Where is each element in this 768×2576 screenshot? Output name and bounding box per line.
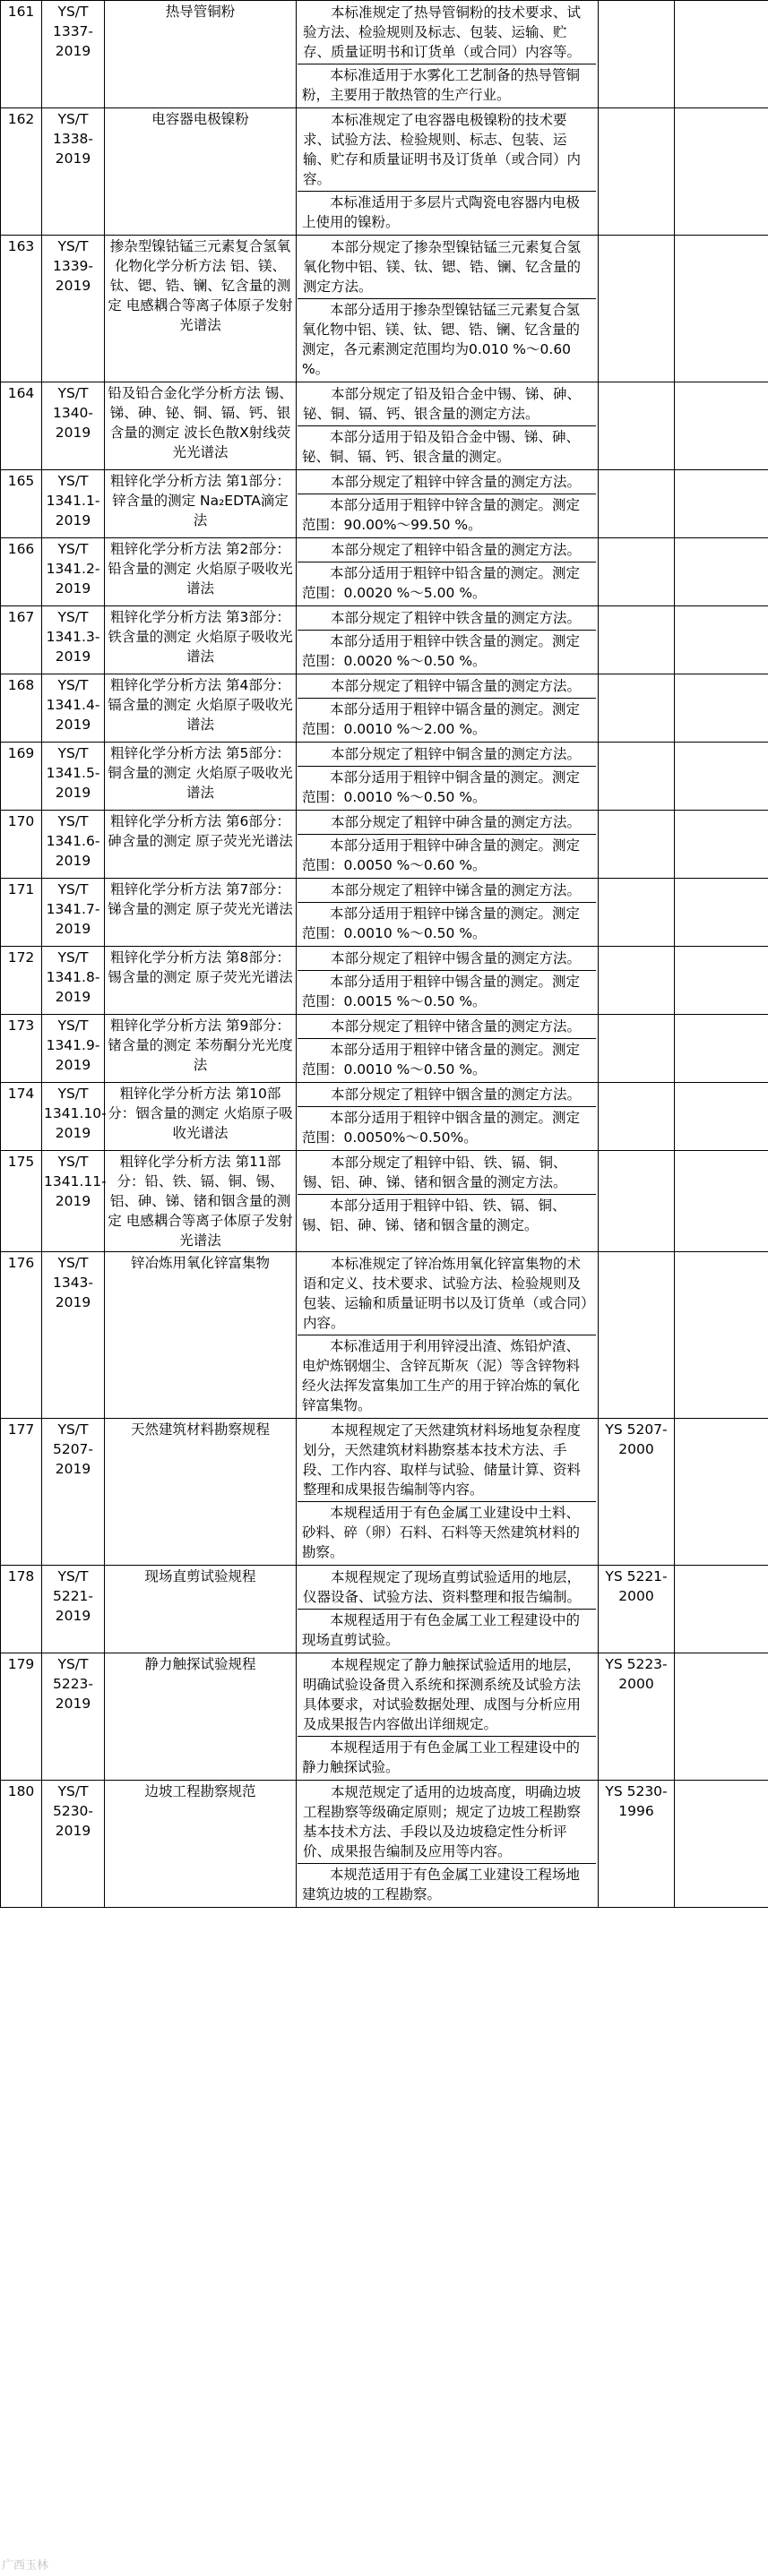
row-number: 178 <box>1 1566 42 1653</box>
standard-code: YS/T 1343-2019 <box>42 1252 105 1419</box>
standard-name: 粗锌化学分析方法 第2部分：铅含量的测定 火焰原子吸收光谱法 <box>105 538 297 606</box>
replaced-standard <box>599 1252 675 1419</box>
replaced-standard <box>599 236 675 382</box>
table-row <box>1 1419 768 1566</box>
table-row <box>1 947 768 1015</box>
remarks-cell <box>675 606 768 674</box>
table-row <box>1 606 768 674</box>
standard-code: YS/T 1341.3-2019 <box>42 606 105 674</box>
standard-name: 粗锌化学分析方法 第5部分：铜含量的测定 火焰原子吸收光谱法 <box>105 743 297 811</box>
applicability-text: 本规范适用于有色金属工业建设工程场地建筑边坡的工程勘察。 <box>298 1863 596 1906</box>
scope-text: 本部分规定了粗锌中锑含量的测定方法。 <box>331 882 582 898</box>
row-number: 172 <box>1 947 42 1015</box>
row-number: 170 <box>1 811 42 879</box>
row-number: 175 <box>1 1151 42 1252</box>
standard-description <box>297 811 599 879</box>
scope-text: 本部分规定了铅及铅合金中锡、锑、砷、铋、铜、镉、钙、银含量的测定方法。 <box>303 386 582 422</box>
table-row <box>1 1 768 108</box>
table-row <box>1 743 768 811</box>
scope-text: 本部分规定了粗锌中镉含量的测定方法。 <box>331 678 582 694</box>
standard-name: 粗锌化学分析方法 第11部分：铅、铁、镉、铜、锡、铝、砷、锑、锗和铟含量的测定 电感耦合等离子体原子发射光谱法 <box>105 1151 297 1252</box>
standard-code: YS/T 5207-2019 <box>42 1419 105 1566</box>
scope-text: 本规范规定了适用的边坡高度，明确边坡工程勘察等级确定原则；规定了边坡工程勘察基本技术方法、手段以及边坡稳定性分析评价、成果报告编制及应用等内容。 <box>303 1784 582 1859</box>
row-number: 177 <box>1 1419 42 1566</box>
standard-code: YS/T 5230-2019 <box>42 1781 105 1908</box>
standard-description <box>297 879 599 947</box>
scope-text: 本部分规定了掺杂型镍钴锰三元素复合氢氧化物中铝、镁、钛、锶、锆、镧、钇含量的测定方法。 <box>303 239 582 295</box>
replaced-standard <box>599 470 675 538</box>
standard-name: 粗锌化学分析方法 第7部分：锑含量的测定 原子荧光光谱法 <box>105 879 297 947</box>
table-row <box>1 1653 768 1781</box>
remarks-cell <box>675 1015 768 1083</box>
replaced-standard: YS 5230-1996 <box>599 1781 675 1908</box>
scope-text: 本部分规定了粗锌中砷含量的测定方法。 <box>331 814 582 830</box>
applicability-text: 本标准适用于水雾化工艺制备的热导管铜粉，主要用于散热管的生产行业。 <box>298 64 596 107</box>
standard-description <box>297 108 599 236</box>
replaced-standard: YS 5221-2000 <box>599 1566 675 1653</box>
standard-description <box>297 1653 599 1781</box>
remarks-cell <box>675 236 768 382</box>
row-number: 165 <box>1 470 42 538</box>
table-row <box>1 1781 768 1908</box>
applicability-text: 本部分适用于粗锌中铅含量的测定。测定范围：0.0020 %～5.00 %。 <box>298 562 596 605</box>
standard-name: 电容器电极镍粉 <box>105 108 297 236</box>
standard-code: YS/T 1341.1-2019 <box>42 470 105 538</box>
row-number: 163 <box>1 236 42 382</box>
scope-text: 本部分规定了粗锌中铁含量的测定方法。 <box>331 610 582 626</box>
scope-text: 本部分规定了粗锌中铅、铁、镉、铜、锡、铝、砷、锑、锗和铟含量的测定方法。 <box>303 1155 567 1190</box>
applicability-text: 本标准适用于多层片式陶瓷电容器内电极上使用的镍粉。 <box>298 191 596 234</box>
standard-description <box>297 1015 599 1083</box>
scope-text: 本规程规定了现场直剪试验适用的地层，仪器设备、试验方法、资料整理和报告编制。 <box>303 1569 582 1605</box>
standard-name: 热导管铜粉 <box>105 1 297 108</box>
standard-description <box>297 674 599 743</box>
standard-description <box>297 1083 599 1151</box>
remarks-cell <box>675 108 768 236</box>
replaced-standard <box>599 811 675 879</box>
standards-table-body <box>1 1 768 1908</box>
row-number: 167 <box>1 606 42 674</box>
row-number: 174 <box>1 1083 42 1151</box>
standard-description <box>297 1252 599 1419</box>
table-row <box>1 674 768 743</box>
standard-name: 粗锌化学分析方法 第3部分：铁含量的测定 火焰原子吸收光谱法 <box>105 606 297 674</box>
scope-text: 本标准规定了电容器电极镍粉的技术要求、试验方法、检验规则、标志、包装、运输、贮存和质量证明书及订货单（或合同）内容。 <box>303 112 582 187</box>
applicability-text: 本标准适用于利用锌浸出渣、炼铅炉渣、电炉炼钢烟尘、含锌瓦斯灰（泥）等含锌物料经火法挥发富集加工生产的用于锌冶炼的氧化锌富集物。 <box>298 1335 596 1417</box>
standard-description <box>297 538 599 606</box>
table-row <box>1 879 768 947</box>
row-number: 161 <box>1 1 42 108</box>
remarks-cell <box>675 382 768 470</box>
remarks-cell <box>675 879 768 947</box>
applicability-text: 本部分适用于粗锌中锡含量的测定。测定范围：0.0015 %～0.50 %。 <box>298 970 596 1013</box>
row-number: 171 <box>1 879 42 947</box>
scope-text: 本部分规定了粗锌中铜含量的测定方法。 <box>331 746 582 762</box>
table-row <box>1 108 768 236</box>
standard-description <box>297 1 599 108</box>
row-number: 164 <box>1 382 42 470</box>
standard-name: 掺杂型镍钴锰三元素复合氢氧化物化学分析方法 铝、镁、钛、锶、锆、镧、钇含量的测定 电感耦合等离子体原子发射光谱法 <box>105 236 297 382</box>
table-row <box>1 1151 768 1252</box>
row-number: 168 <box>1 674 42 743</box>
remarks-cell <box>675 1781 768 1908</box>
applicability-text: 本部分适用于粗锌中砷含量的测定。测定范围：0.0050 %～0.60 %。 <box>298 834 596 877</box>
standard-description <box>297 1566 599 1653</box>
applicability-text: 本部分适用于铅及铅合金中锡、锑、砷、铋、铜、镉、钙、银含量的测定。 <box>298 425 596 468</box>
applicability-text: 本部分适用于粗锌中镉含量的测定。测定范围：0.0010 %～2.00 %。 <box>298 698 596 741</box>
applicability-text: 本部分适用于掺杂型镍钴锰三元素复合氢氧化物中铝、镁、钛、锶、锆、镧、钇含量的测定，各元素测定范围均为0.010 %～0.60 %。 <box>298 298 596 381</box>
standard-code: YS/T 1340-2019 <box>42 382 105 470</box>
remarks-cell <box>675 538 768 606</box>
applicability-text: 本部分适用于粗锌中铟含量的测定。测定范围：0.0050%～0.50%。 <box>298 1106 596 1149</box>
replaced-standard: YS 5207-2000 <box>599 1419 675 1566</box>
remarks-cell <box>675 674 768 743</box>
applicability-text: 本部分适用于粗锌中铜含量的测定。测定范围：0.0010 %～0.50 %。 <box>298 766 596 809</box>
standard-code: YS/T 1337-2019 <box>42 1 105 108</box>
scope-text: 本部分规定了粗锌中铟含量的测定方法。 <box>331 1086 582 1103</box>
standard-code: YS/T 1341.9-2019 <box>42 1015 105 1083</box>
standard-code: YS/T 1341.11-2019 <box>42 1151 105 1252</box>
remarks-cell <box>675 743 768 811</box>
applicability-text: 本部分适用于粗锌中锌含量的测定。测定范围：90.00%～99.50 %。 <box>298 494 596 537</box>
table-row <box>1 811 768 879</box>
remarks-cell <box>675 1 768 108</box>
applicability-text: 本部分适用于粗锌中铅、铁、镉、铜、锡、铝、砷、锑、锗和铟含量的测定。 <box>298 1194 596 1237</box>
standard-code: YS/T 1341.6-2019 <box>42 811 105 879</box>
standard-name: 粗锌化学分析方法 第8部分：锡含量的测定 原子荧光光谱法 <box>105 947 297 1015</box>
table-row <box>1 1015 768 1083</box>
standard-code: YS/T 1341.10-2019 <box>42 1083 105 1151</box>
standard-name: 粗锌化学分析方法 第1部分：锌含量的测定 Na₂EDTA滴定法 <box>105 470 297 538</box>
remarks-cell <box>675 947 768 1015</box>
applicability-text: 本部分适用于粗锌中锗含量的测定。测定范围：0.0010 %～0.50 %。 <box>298 1038 596 1081</box>
standard-name: 现场直剪试验规程 <box>105 1566 297 1653</box>
row-number: 169 <box>1 743 42 811</box>
standard-code: YS/T 1341.7-2019 <box>42 879 105 947</box>
scope-text: 本部分规定了粗锌中铅含量的测定方法。 <box>331 542 582 558</box>
standard-name: 铅及铅合金化学分析方法 锡、锑、砷、铋、铜、镉、钙、银含量的测定 波长色散X射线荧光光谱法 <box>105 382 297 470</box>
standard-code: YS/T 5221-2019 <box>42 1566 105 1653</box>
standard-description <box>297 743 599 811</box>
standard-name: 静力触探试验规程 <box>105 1653 297 1781</box>
standard-name: 粗锌化学分析方法 第6部分：砷含量的测定 原子荧光光谱法 <box>105 811 297 879</box>
remarks-cell <box>675 1566 768 1653</box>
standard-description <box>297 470 599 538</box>
replaced-standard <box>599 879 675 947</box>
scope-text: 本规程规定了天然建筑材料场地复杂程度划分，天然建筑材料勘察基本技术方法、手段、工作内容、取样与试验、储量计算、资料整理和成果报告编制等内容。 <box>303 1422 582 1498</box>
table-row <box>1 1252 768 1419</box>
replaced-standard <box>599 1015 675 1083</box>
replaced-standard: YS 5223-2000 <box>599 1653 675 1781</box>
remarks-cell <box>675 1419 768 1566</box>
replaced-standard <box>599 382 675 470</box>
applicability-text: 本规程适用于有色金属工业建设中土料、砂料、碎（卵）石料、石料等天然建筑材料的勘察。 <box>298 1501 596 1564</box>
standard-code: YS/T 1341.4-2019 <box>42 674 105 743</box>
standard-description <box>297 382 599 470</box>
replaced-standard <box>599 1083 675 1151</box>
scope-text: 本部分规定了粗锌中锌含量的测定方法。 <box>331 474 582 490</box>
standard-code: YS/T 1341.5-2019 <box>42 743 105 811</box>
table-row <box>1 538 768 606</box>
standard-code: YS/T 1341.2-2019 <box>42 538 105 606</box>
table-row <box>1 382 768 470</box>
replaced-standard <box>599 947 675 1015</box>
row-number: 162 <box>1 108 42 236</box>
standard-description <box>297 1419 599 1566</box>
table-row <box>1 1566 768 1653</box>
standard-name: 天然建筑材料勘察规程 <box>105 1419 297 1566</box>
scope-text: 本部分规定了粗锌中锡含量的测定方法。 <box>331 950 582 966</box>
standard-description <box>297 947 599 1015</box>
standard-name: 边坡工程勘察规范 <box>105 1781 297 1908</box>
applicability-text: 本规程适用于有色金属工业工程建设中的静力触探试验。 <box>298 1736 596 1779</box>
standard-name: 粗锌化学分析方法 第9部分：锗含量的测定 苯芴酮分光光度法 <box>105 1015 297 1083</box>
row-number: 180 <box>1 1781 42 1908</box>
standard-description <box>297 606 599 674</box>
replaced-standard <box>599 674 675 743</box>
standard-name: 粗锌化学分析方法 第4部分：镉含量的测定 火焰原子吸收光谱法 <box>105 674 297 743</box>
remarks-cell <box>675 1151 768 1252</box>
remarks-cell <box>675 1252 768 1419</box>
applicability-text: 本部分适用于粗锌中锑含量的测定。测定范围：0.0010 %～0.50 %。 <box>298 902 596 945</box>
remarks-cell <box>675 470 768 538</box>
applicability-text: 本规程适用于有色金属工业工程建设中的现场直剪试验。 <box>298 1609 596 1652</box>
replaced-standard <box>599 606 675 674</box>
row-number: 173 <box>1 1015 42 1083</box>
row-number: 166 <box>1 538 42 606</box>
standard-code: YS/T 5223-2019 <box>42 1653 105 1781</box>
replaced-standard <box>599 108 675 236</box>
standard-description <box>297 1151 599 1252</box>
remarks-cell <box>675 1653 768 1781</box>
standard-code: YS/T 1339-2019 <box>42 236 105 382</box>
standard-code: YS/T 1341.8-2019 <box>42 947 105 1015</box>
replaced-standard <box>599 743 675 811</box>
row-number: 179 <box>1 1653 42 1781</box>
standard-description <box>297 236 599 382</box>
table-row <box>1 470 768 538</box>
scope-text: 本规程规定了静力触探试验适用的地层，明确试验设备贯入系统和探测系统及试验方法具体要求，对试验数据处理、成图与分析应用及成果报告内容做出详细规定。 <box>303 1657 582 1732</box>
remarks-cell <box>675 811 768 879</box>
table-row <box>1 236 768 382</box>
standard-name: 粗锌化学分析方法 第10部分：铟含量的测定 火焰原子吸收光谱法 <box>105 1083 297 1151</box>
standard-description <box>297 1781 599 1908</box>
applicability-text: 本部分适用于粗锌中铁含量的测定。测定范围：0.0020 %～0.50 %。 <box>298 630 596 673</box>
standard-code: YS/T 1338-2019 <box>42 108 105 236</box>
replaced-standard <box>599 538 675 606</box>
watermark: 广西玉林 <box>2 2559 49 2572</box>
remarks-cell <box>675 1083 768 1151</box>
replaced-standard <box>599 1151 675 1252</box>
scope-text: 本标准规定了热导管铜粉的技术要求、试验方法、检验规则及标志、包装、运输、贮存、质量证明书和订货单（或合同）内容等。 <box>303 4 582 60</box>
table-row <box>1 1083 768 1151</box>
replaced-standard <box>599 1 675 108</box>
standard-name: 锌冶炼用氧化锌富集物 <box>105 1252 297 1419</box>
scope-text: 本标准规定了锌冶炼用氧化锌富集物的术语和定义、技术要求、试验方法、检验规则及包装、运输和质量证明书以及订货单（或合同）内容。 <box>303 1256 588 1331</box>
scope-text: 本部分规定了粗锌中锗含量的测定方法。 <box>331 1018 582 1035</box>
row-number: 176 <box>1 1252 42 1419</box>
